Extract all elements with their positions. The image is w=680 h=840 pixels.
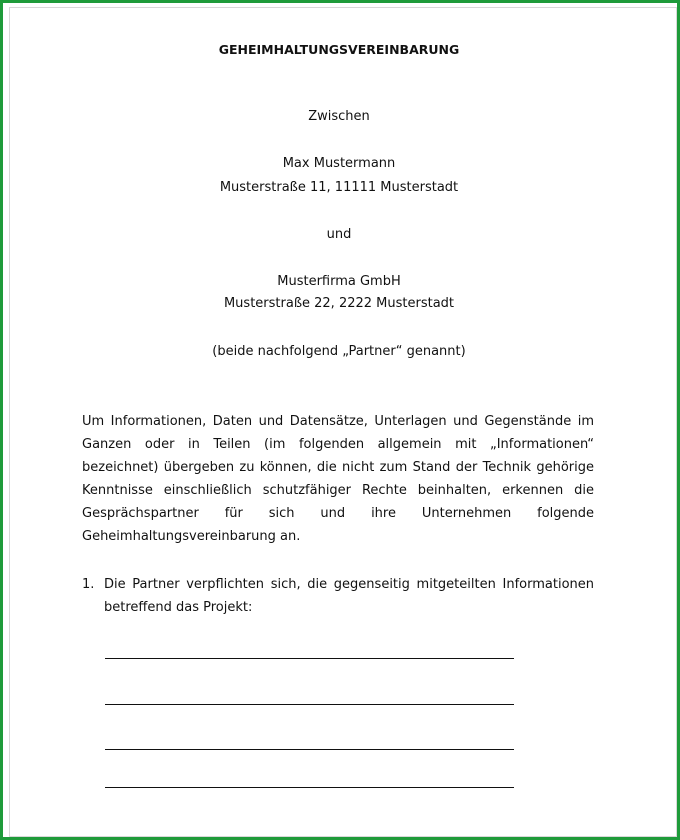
- party2-name: Musterfirma GmbH: [277, 274, 401, 289]
- document-title: GEHEIMHALTUNGSVEREINBARUNG: [218, 42, 460, 57]
- between-label: Zwischen: [308, 109, 370, 124]
- fill-in-line[interactable]: [105, 749, 514, 750]
- intro-paragraph: Um Informationen, Daten und Datensätze, Unterlagen und Gegenstände im Ganzen oder in Teilen (im folgenden allgemein mit „Informationen“ bezeichnet) übergeben zu können, die nicht zum Stand der Technik gehörige Kenntnisse einschließlich schutzfähiger Rechte beinhalten, erkennen die Gesprächspartner für sich und ihre Unternehmen folgende Geheimhaltungsvereinbarung an.: [82, 414, 594, 544]
- naming-note: (beide nachfolgend „Partner“ genannt): [212, 344, 466, 359]
- clause-text: Die Partner verpflichten sich, die gegenseitig mitgeteilten Informationen betreffend das Projekt:: [104, 577, 594, 615]
- fill-in-line[interactable]: [105, 787, 514, 788]
- clause-number: 1.: [82, 577, 95, 592]
- document-page: [9, 7, 677, 837]
- party2-address: Musterstraße 22, 2222 Musterstadt: [223, 296, 455, 311]
- party1-address: Musterstraße 11, 11111 Musterstadt: [219, 180, 459, 195]
- fill-in-line[interactable]: [105, 658, 514, 659]
- party1-name: Max Mustermann: [282, 156, 396, 171]
- and-label: und: [326, 227, 352, 242]
- fill-in-line[interactable]: [105, 704, 514, 705]
